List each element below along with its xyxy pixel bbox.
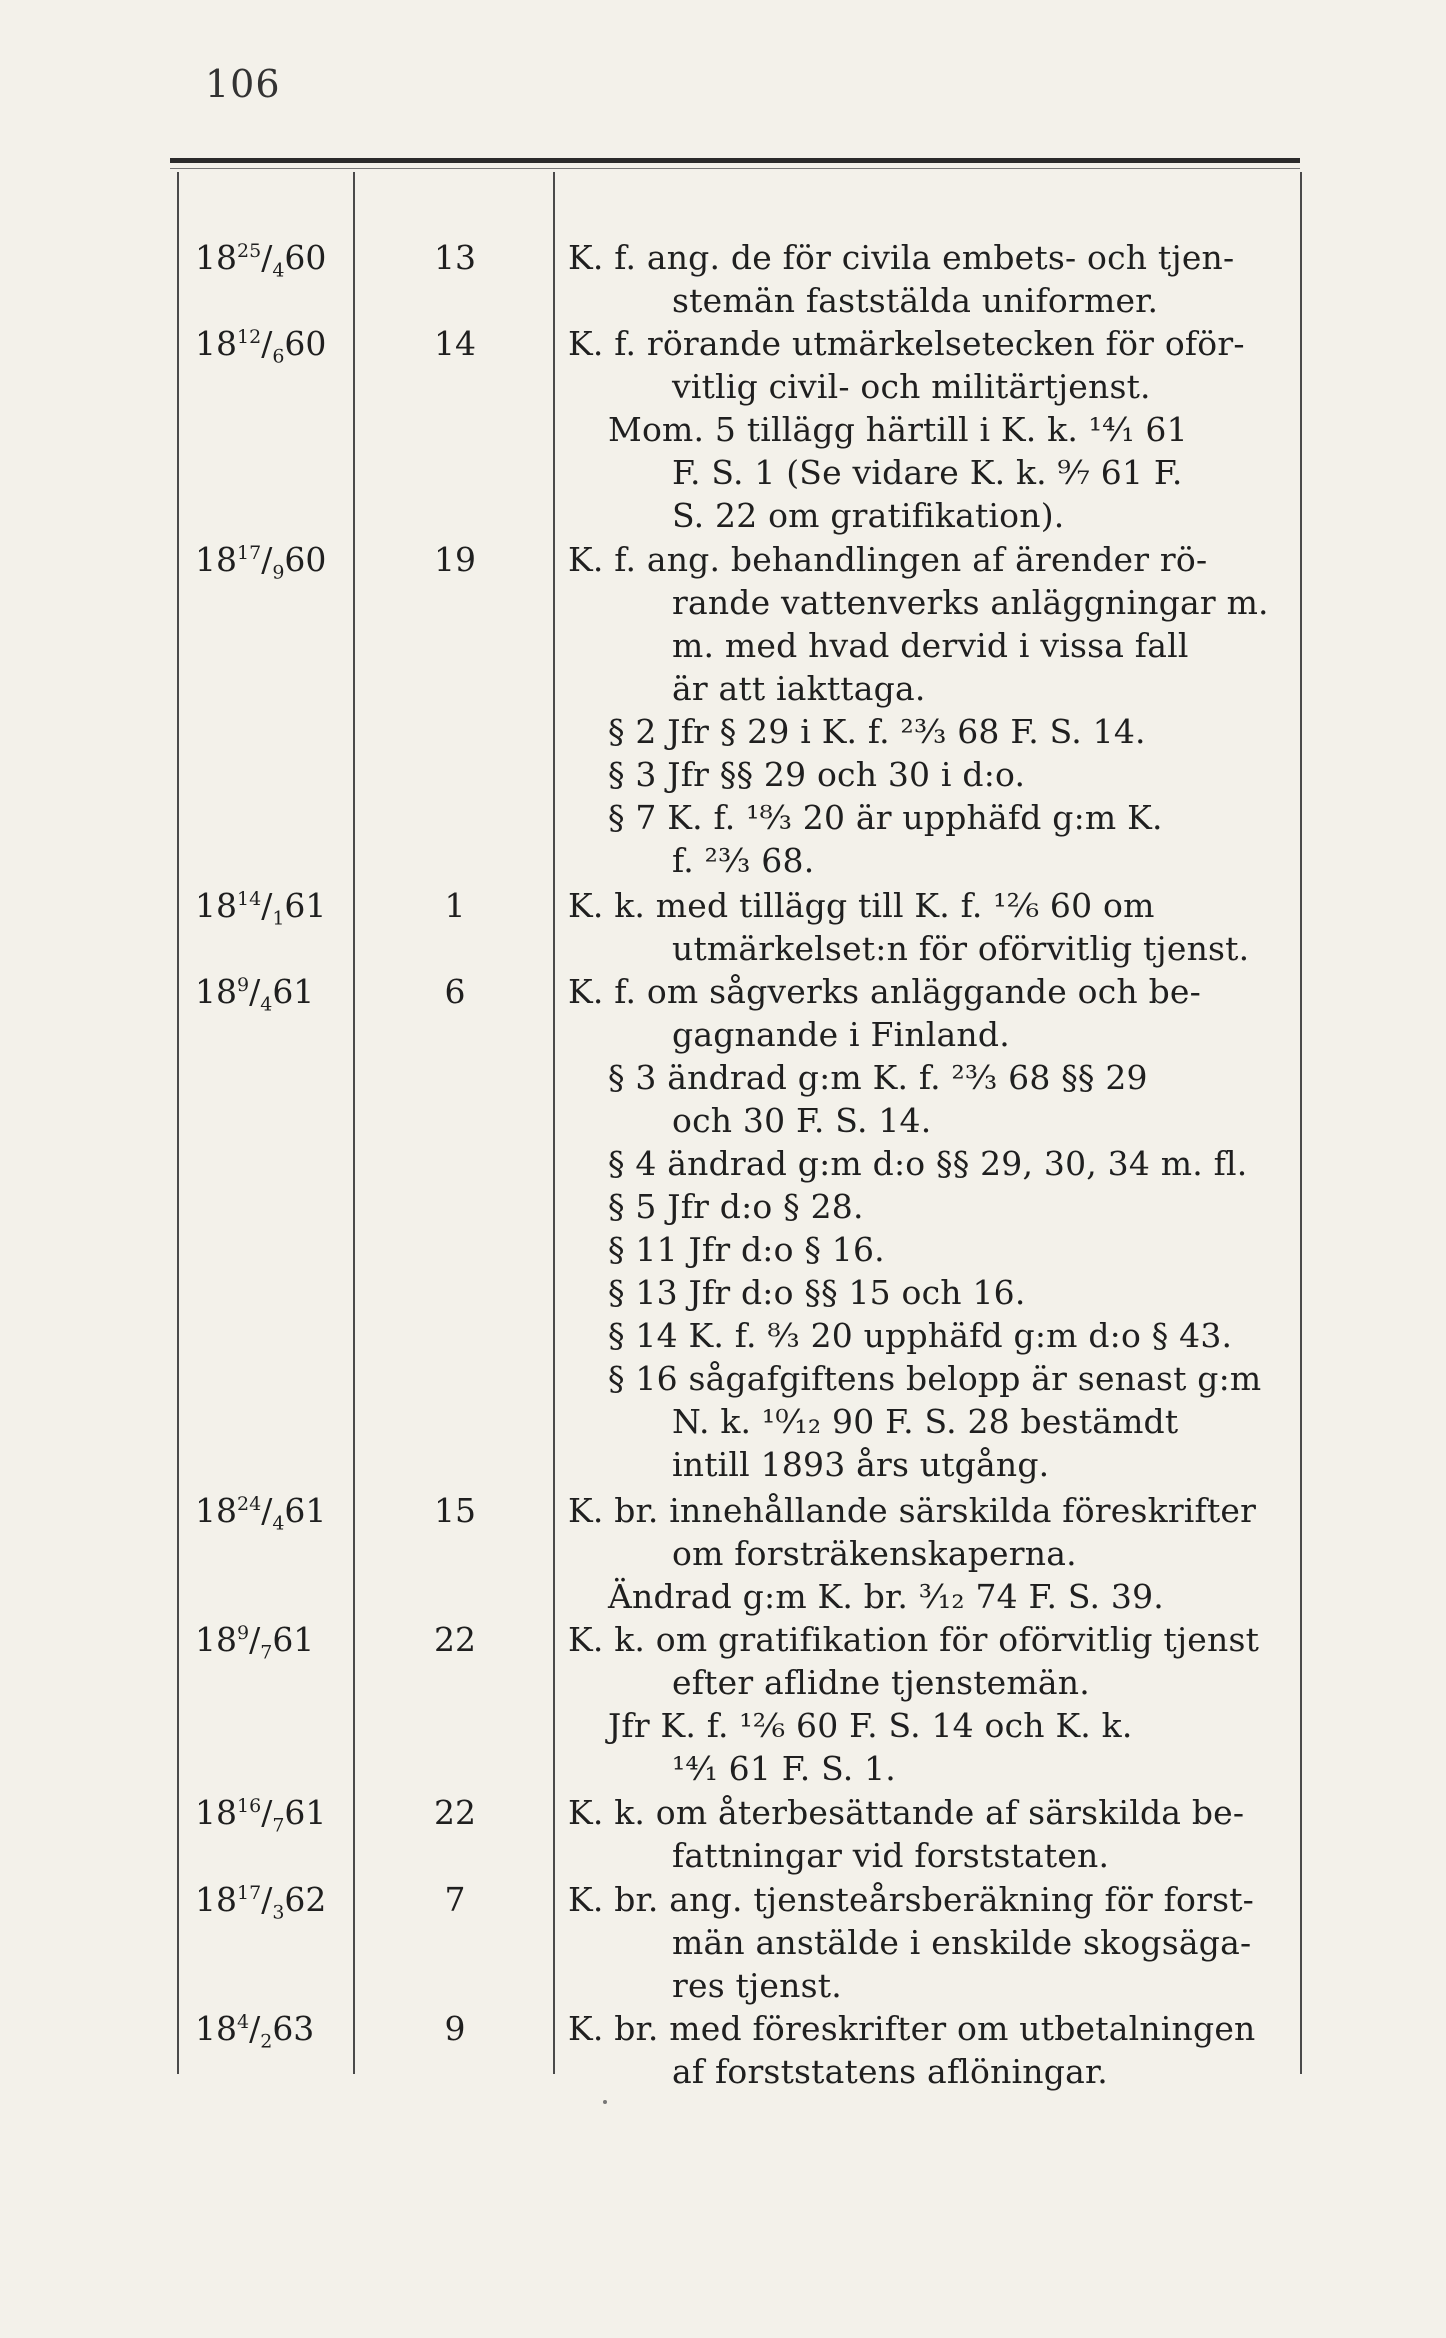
entry-description	[568, 1878, 1293, 2007]
date-month: 7	[272, 1814, 285, 1837]
date-separator: /	[261, 1490, 273, 1530]
date-separator: /	[261, 1793, 273, 1833]
entry-number: 19	[434, 540, 476, 580]
date-separator: /	[261, 886, 273, 925]
description-line: S. 22 om gratifikation).	[672, 496, 1065, 536]
entry-date	[195, 884, 345, 930]
description-line: K. f. ang. de för civila embets- och tjen-	[568, 238, 1235, 277]
entry-date	[195, 236, 345, 282]
date-day: 17	[237, 542, 262, 565]
entry-number: 7	[444, 1879, 466, 1919]
date-day: 24	[237, 1492, 262, 1515]
entry-date	[195, 1878, 345, 1924]
description-line: utmärkelset:n för oförvitlig tjenst.	[672, 929, 1250, 968]
column-rule-number	[553, 172, 555, 2074]
date-year: 61	[272, 1620, 315, 1660]
top-rule-thin	[170, 168, 1300, 169]
entry-description	[568, 538, 1293, 882]
entry-description	[568, 884, 1293, 970]
date-century: 18	[195, 540, 237, 580]
entry-date	[195, 322, 345, 368]
description-line: om forsträkenskaperna.	[672, 1533, 1077, 1573]
date-century: 18	[195, 972, 237, 1012]
description-line: gagnande i Finland.	[672, 1015, 1010, 1055]
entry-description	[568, 1618, 1293, 1790]
description-line: K. k. med tillägg till K. f. ¹²⁄₆ 60 om	[568, 886, 1155, 925]
date-century: 18	[195, 1620, 237, 1660]
description-line: är att iakttaga.	[672, 669, 926, 709]
description-line: och 30 F. S. 14.	[672, 1101, 932, 1141]
entry-number: 15	[434, 1490, 476, 1530]
description-line: K. br. ang. tjensteårsberäkning för forst-	[568, 1879, 1255, 1919]
entry-description	[568, 322, 1293, 537]
entry-date	[195, 2007, 345, 2053]
date-month: 2	[260, 2030, 273, 2053]
date-century: 18	[195, 1879, 237, 1919]
date-separator: /	[249, 972, 261, 1012]
date-month: 3	[272, 1901, 285, 1924]
description-line: N. k. ¹⁰⁄₁₂ 90 F. S. 28 bestämdt	[672, 1402, 1179, 1442]
description-line: K. br. med föreskrifter om utbetalningen	[568, 2009, 1256, 2049]
date-year: 61	[284, 1793, 327, 1833]
description-line: § 4 ändrad g:m d:o §§ 29, 30, 34 m. fl.	[608, 1144, 1248, 1184]
description-line: af forststatens aflöningar.	[672, 2052, 1108, 2092]
page-number: 106	[205, 62, 281, 106]
description-line: K. k. om återbesättande af särskilda be-	[568, 1793, 1245, 1833]
description-line: § 3 ändrad g:m K. f. ²³⁄₃ 68 §§ 29	[608, 1058, 1148, 1098]
date-century: 18	[195, 238, 237, 277]
date-separator: /	[261, 540, 273, 580]
date-century: 18	[195, 324, 237, 364]
entry-date	[195, 970, 345, 1016]
date-separator: /	[261, 1879, 273, 1919]
entry-number: 6	[444, 972, 466, 1012]
date-year: 60	[284, 324, 327, 364]
date-year: 60	[284, 540, 327, 580]
entry-description	[568, 970, 1293, 1486]
date-day: 4	[237, 2011, 250, 2034]
description-line: res tjenst.	[672, 1965, 842, 2005]
date-year: 61	[284, 886, 327, 925]
description-line: Jfr K. f. ¹²⁄₆ 60 F. S. 14 och K. k.	[608, 1706, 1133, 1746]
date-month: 4	[260, 993, 273, 1016]
description-line: K. k. om gratifikation för oförvitlig tjenst	[568, 1620, 1260, 1660]
top-rule	[170, 158, 1300, 163]
date-year: 63	[272, 2009, 315, 2049]
description-line: K. br. innehållande särskilda föreskrifter	[568, 1490, 1257, 1530]
date-day: 25	[237, 240, 262, 262]
date-day: 16	[237, 1795, 262, 1818]
description-line: § 3 Jfr §§ 29 och 30 i d:o.	[608, 755, 1026, 795]
entry-number: 14	[434, 324, 476, 364]
description-line: män anstälde i enskilde skogsäga-	[672, 1922, 1252, 1962]
date-separator: /	[249, 2009, 261, 2049]
description-line: § 5 Jfr d:o § 28.	[608, 1187, 864, 1227]
date-day: 14	[237, 888, 262, 910]
description-line: vitlig civil- och militärtjenst.	[672, 367, 1151, 407]
description-line: § 14 K. f. ⁸⁄₃ 20 upphäfd g:m d:o § 43.	[608, 1316, 1233, 1356]
column-rule-right	[1300, 172, 1302, 2074]
entry-date	[195, 1791, 345, 1837]
description-line: ¹⁴⁄₁ 61 F. S. 1.	[672, 1749, 897, 1789]
entry-number: 1	[444, 886, 466, 925]
description-line: § 7 K. f. ¹⁸⁄₃ 20 är upphäfd g:m K.	[608, 798, 1163, 838]
description-line: efter aflidne tjenstemän.	[672, 1663, 1090, 1703]
date-century: 18	[195, 886, 237, 925]
description-line: fattningar vid forststaten.	[672, 1836, 1110, 1876]
date-separator: /	[261, 238, 273, 277]
entry-description	[568, 1791, 1293, 1877]
date-year: 60	[284, 238, 327, 277]
description-line: F. S. 1 (Se vidare K. k. ⁹⁄₇ 61 F.	[672, 453, 1183, 493]
entry-description	[568, 1489, 1293, 1618]
print-speck	[603, 2100, 607, 2104]
entry-date	[195, 1618, 345, 1664]
date-century: 18	[195, 2009, 237, 2049]
description-line: K. f. rörande utmärkelsetecken för oför-	[568, 324, 1245, 364]
date-month: 1	[272, 907, 285, 930]
entry-description	[568, 2007, 1293, 2093]
date-month: 7	[260, 1641, 273, 1664]
date-month: 6	[272, 345, 285, 368]
description-line: § 16 sågafgiftens belopp är senast g:m	[608, 1359, 1262, 1399]
description-line: rande vattenverks anläggningar m.	[672, 583, 1269, 623]
column-rule-date	[353, 172, 355, 2074]
date-century: 18	[195, 1490, 237, 1530]
date-day: 9	[237, 974, 250, 997]
date-month: 9	[272, 561, 285, 584]
entry-description	[568, 236, 1293, 322]
date-month: 4	[272, 259, 285, 282]
description-line: K. f. om sågverks anläggande och be-	[568, 972, 1201, 1012]
description-line: Mom. 5 tillägg härtill i K. k. ¹⁴⁄₁ 61	[608, 410, 1188, 450]
description-line: K. f. ang. behandlingen af ärender rö-	[568, 540, 1208, 580]
date-day: 12	[237, 326, 262, 349]
description-line: m. med hvad dervid i vissa fall	[672, 626, 1189, 666]
column-rule-left	[177, 172, 179, 2074]
description-line: stemän faststälda uniformer.	[672, 281, 1159, 320]
date-century: 18	[195, 1793, 237, 1833]
description-line: § 11 Jfr d:o § 16.	[608, 1230, 885, 1270]
entry-date	[195, 538, 345, 584]
description-line: intill 1893 års utgång.	[672, 1445, 1050, 1485]
description-line: § 2 Jfr § 29 i K. f. ²³⁄₃ 68 F. S. 14.	[608, 712, 1146, 752]
date-separator: /	[249, 1620, 261, 1660]
date-month: 4	[272, 1512, 285, 1535]
description-line: § 13 Jfr d:o §§ 15 och 16.	[608, 1273, 1026, 1313]
description-line: f. ²³⁄₃ 68.	[672, 841, 815, 881]
entry-number: 13	[434, 238, 476, 277]
description-line: Ändrad g:m K. br. ³⁄₁₂ 74 F. S. 39.	[608, 1576, 1164, 1616]
entry-date	[195, 1489, 345, 1535]
date-year: 61	[272, 972, 315, 1012]
date-year: 61	[284, 1490, 327, 1530]
date-day: 9	[237, 1622, 250, 1645]
entry-number: 22	[434, 1793, 476, 1833]
date-day: 17	[237, 1881, 262, 1904]
date-separator: /	[261, 324, 273, 364]
entry-number: 22	[434, 1620, 476, 1660]
entry-number: 9	[444, 2009, 466, 2049]
date-year: 62	[284, 1879, 327, 1919]
